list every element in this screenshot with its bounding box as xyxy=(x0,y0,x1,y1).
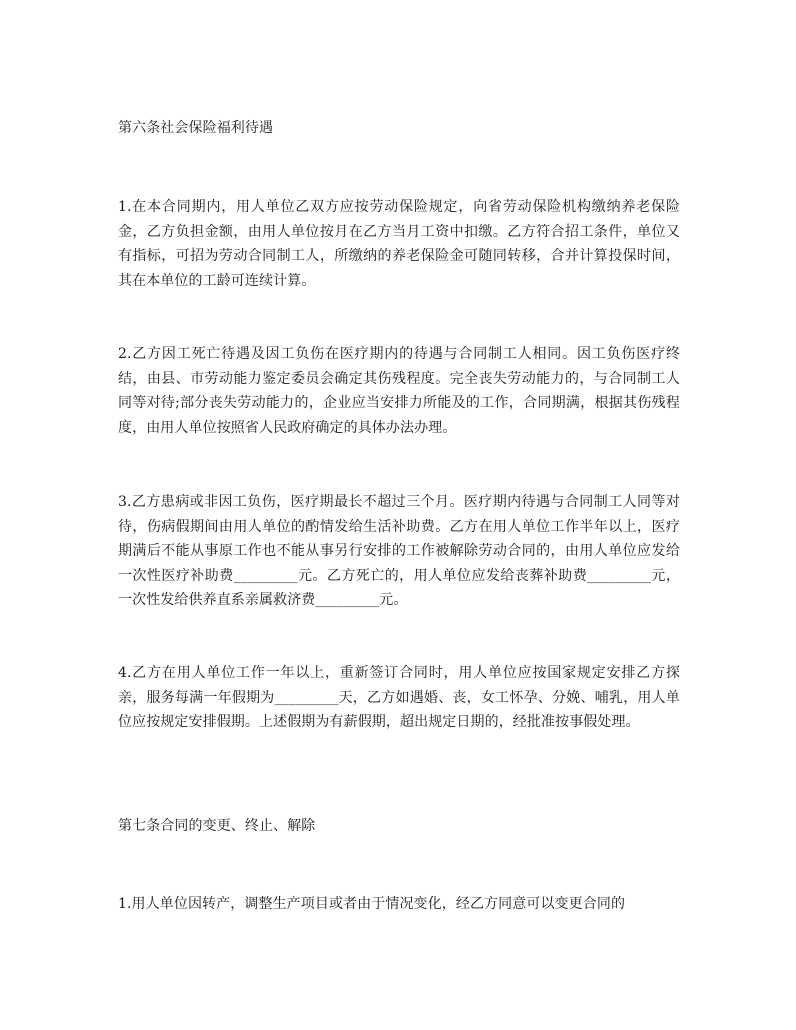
paragraph-6-3: 3.乙方患病或非因工负伤，医疗期最长不超过三个月。医疗期内待遇与合同制工人同等对待，伤病假期间由用人单位的酌情发给生活补助费。乙方在用人单位工作半年以上，医疗期满后不能从事原工作也不能从事另行安排的工作被解除劳动合同的，由用人单位应发给一次性医疗补助费_________元。乙方死亡的，用人单位应发给丧葬补助费_________元，一次性发给供养直系亲属救济费_________元。 xyxy=(118,494,680,608)
section-heading-article-7: 第七条合同的变更、终止、解除 xyxy=(118,818,316,834)
paragraph-7-1: 1.用人单位因转产，调整生产项目或者由于情况变化，经乙方同意可以变更合同的 xyxy=(118,896,626,912)
paragraph-6-2: 2.乙方因工死亡待遇及因工负伤在医疗期内的待遇与合同制工人相同。因工负伤医疗终结，由县、市劳动能力鉴定委员会确定其伤残程度。完全丧失劳动能力的，与合同制工人同等对待;部分丧失劳动能力的，企业应当安排力所能及的工作，合同期满，根据其伤残程度，由用人单位按照省人民政府确定的具体办法办理。 xyxy=(118,346,680,436)
paragraph-6-4: 4.乙方在用人单位工作一年以上，重新签订合同时，用人单位应按国家规定安排乙方探亲，服务每满一年假期为_________天，乙方如遇婚、丧，女工怀孕、分娩、哺乳，用人单位应按规定安排假期。上述假期为有薪假期，超出规定日期的，经批准按事假处理。 xyxy=(118,665,680,730)
section-heading-article-6: 第六条社会保险福利待遇 xyxy=(118,120,274,136)
paragraph-6-1: 1.在本合同期内，用人单位乙双方应按劳动保险规定，向省劳动保险机构缴纳养老保险金，乙方负担金额，由用人单位按月在乙方当月工资中扣缴。乙方符合招工条件，单位又有指标，可招为劳动合同制工人，所缴纳的养老保险金可随同转移，合并计算投保时间，其在本单位的工龄可连续计算。 xyxy=(118,199,680,289)
